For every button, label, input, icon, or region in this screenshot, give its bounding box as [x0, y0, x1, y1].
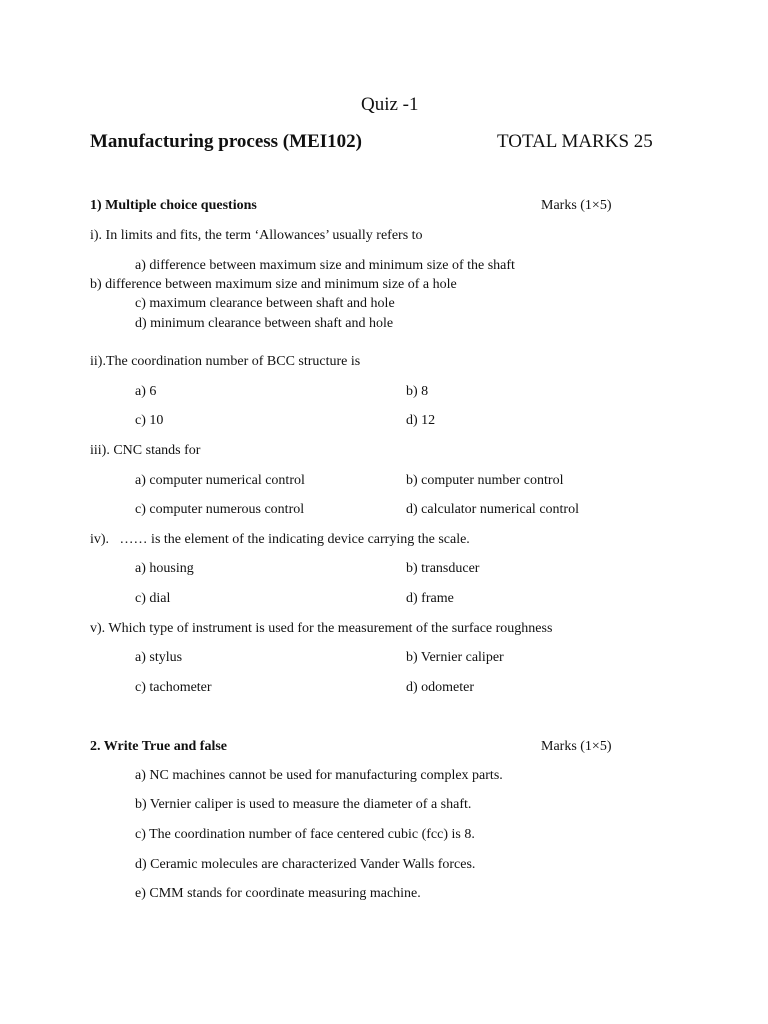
q1-option-b: b) difference between maximum size and minimum size of a hole	[90, 277, 457, 292]
tf-item-d: d) Ceramic molecules are characterized Vander Walls forces.	[135, 857, 476, 872]
q4-stem: iv). …… is the element of the indicating device carrying the scale.	[90, 532, 470, 547]
q1-option-c: c) maximum clearance between shaft and hole	[135, 296, 395, 311]
q3-stem: iii). CNC stands for	[90, 443, 201, 458]
q5-option-a: a) stylus	[135, 650, 183, 665]
q2-option-b: b) 8	[406, 384, 429, 399]
q2-option-c: c) 10	[135, 413, 164, 428]
q3-option-a: a) computer numerical control	[135, 473, 305, 488]
q4-option-c: c) dial	[135, 591, 171, 606]
quiz-title: Quiz -1	[361, 94, 419, 115]
section2-title: 2. Write True and false	[90, 739, 228, 754]
q2-option-d: d) 12	[406, 413, 436, 428]
tf-item-c: c) The coordination number of face centered cubic (fcc) is 8.	[135, 827, 475, 842]
q1-stem: i). In limits and fits, the term ‘Allowances’ usually refers to	[90, 228, 423, 243]
q3-option-c: c) computer numerous control	[135, 502, 305, 517]
q4-option-d: d) frame	[406, 591, 454, 606]
q4-option-b: b) transducer	[406, 561, 480, 576]
q2-stem: ii).The coordination number of BCC structure is	[90, 354, 361, 369]
section1-marks: Marks (1×5)	[541, 198, 612, 213]
tf-item-e: e) CMM stands for coordinate measuring machine.	[135, 886, 421, 901]
q5-option-c: c) tachometer	[135, 680, 212, 695]
q5-stem: v). Which type of instrument is used for the measurement of the surface roughness	[90, 621, 553, 636]
course-title: Manufacturing process (MEI102)	[90, 131, 362, 152]
section2-marks: Marks (1×5)	[541, 739, 612, 754]
total-marks: TOTAL MARKS 25	[497, 131, 653, 152]
q4-option-a: a) housing	[135, 561, 194, 576]
q2-option-a: a) 6	[135, 384, 157, 399]
q5-option-d: d) odometer	[406, 680, 475, 695]
q3-option-d: d) calculator numerical control	[406, 502, 579, 517]
tf-item-a: a) NC machines cannot be used for manufacturing complex parts.	[135, 768, 503, 783]
q3-option-b: b) computer number control	[406, 473, 564, 488]
q1-option-d: d) minimum clearance between shaft and hole	[135, 316, 394, 331]
q5-option-b: b) Vernier caliper	[406, 650, 504, 665]
q1-option-a: a) difference between maximum size and minimum size of the shaft	[135, 258, 515, 273]
tf-item-b: b) Vernier caliper is used to measure the diameter of a shaft.	[135, 797, 472, 812]
section1-title: 1) Multiple choice questions	[90, 198, 257, 213]
